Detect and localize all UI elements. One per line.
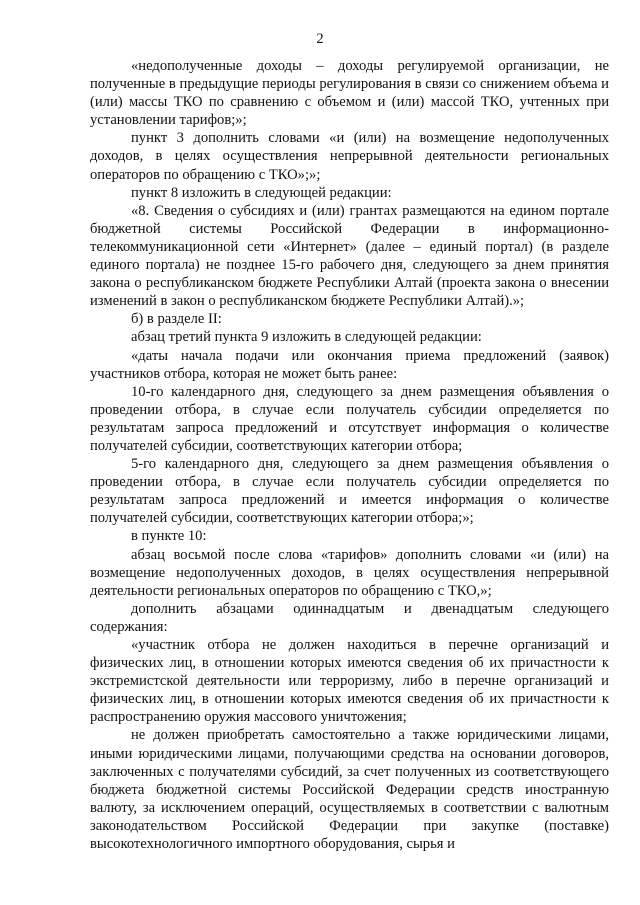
paragraph-11: абзац восьмой после слова «тарифов» дополнить словами «и (или) на возмещение недополученных доходов, в целях осуществления непрерывной деятельности региональных операторов по обращению с ТКО,»; <box>90 546 609 599</box>
paragraph-9: 5-го календарного дня, следующего за днем размещения объявления о проведении отбора, в случае если получатель субсидии определяется по результатам запроса предложений и имеется информация о количестве получателей субсидии, соответствующих категории отбора;»; <box>90 456 609 527</box>
paragraph-3: пункт 8 изложить в следующей редакции: <box>131 184 392 201</box>
paragraph-7: «даты начала подачи или окончания приема предложений (заявок) участников отбора, которая не может быть ранее: <box>90 347 609 382</box>
page-number: 2 <box>316 31 324 47</box>
paragraph-2: пункт 3 дополнить словами «и (или) на возмещение недополученных доходов, в целях осуществления непрерывной деятельности региональных операторов по обращению с ТКО»;»; <box>90 130 609 183</box>
paragraph-10: в пункте 10: <box>131 528 207 545</box>
paragraph-4: «8. Сведения о субсидиях и (или) грантах размещаются на едином портале бюджетной системы Российской Федерации в информационно-телекоммуникационной сети «Интернет» (далее – единый портал) (в разделе единого портала) не позднее 15-го рабочего дня, следующего за днем принятия закона о республиканском бюджете Республики Алтай (проекта закона о внесении изменений в закон о республиканском бюджете Республики Алтай).»; <box>90 202 609 310</box>
paragraph-8: 10-го календарного дня, следующего за днем размещения объявления о проведении отбора, в случае если получатель субсидии определяется по результатам запроса предложений и отсутствует информация о количестве получателей субсидии, соответствующих категории отбора; <box>90 383 609 454</box>
paragraph-14: не должен приобретать самостоятельно а также юридическими лицами, иными юридическими лицами, получающими средства на основании договоров, заключенных с получателями субсидий, за счет полученных из соответствующего бюджета бюджетной системы Российской Федерации средств иностранную валюту, за исключением операций, осуществляемых в соответствии с валютным законодательством Российской Федерации при закупке (поставке) высокотехнологичного импортного оборудования, сырья и <box>90 727 609 853</box>
paragraph-13: «участник отбора не должен находиться в перечне организаций и физических лиц, в отношении которых имеются сведения об их причастности к экстремистской деятельности или терроризму, либо в перечне организаций и физических лиц, в отношении которых имеются сведения об их причастности к распространению оружия массового уничтожения; <box>90 637 609 726</box>
paragraph-6: абзац третий пункта 9 изложить в следующей редакции: <box>131 329 482 346</box>
document-body <box>90 57 609 853</box>
paragraph-5: б) в разделе II: <box>131 311 222 328</box>
paragraph-1: «недополученные доходы – доходы регулируемой организации, не полученные в предыдущие периоды регулирования в связи со снижением объема и (или) массы ТКО по сравнению с объемом и (или) массой ТКО, учтенных при установлении тарифов;»; <box>90 58 609 129</box>
paragraph-12: дополнить абзацами одиннадцатым и двенадцатым следующего содержания: <box>90 600 609 635</box>
